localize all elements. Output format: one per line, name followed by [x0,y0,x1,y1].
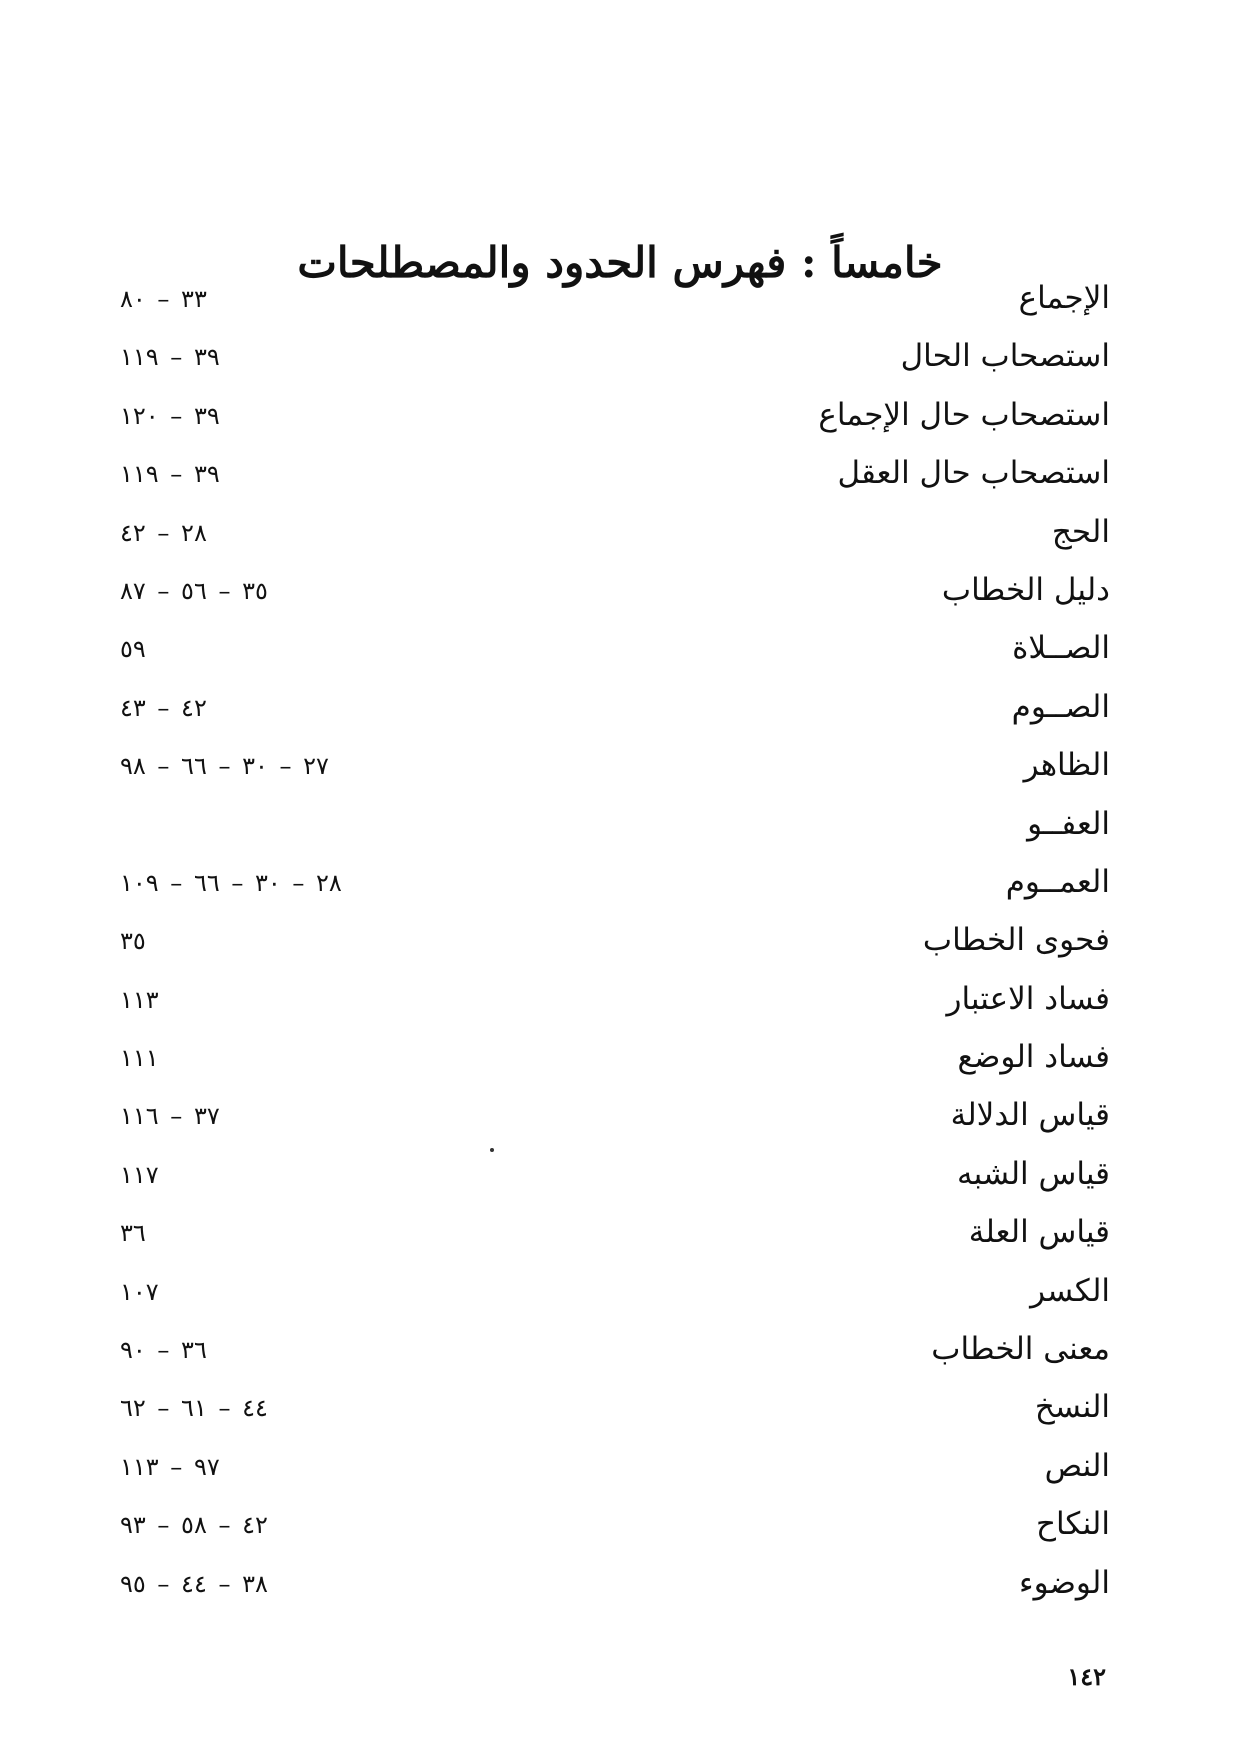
entry-term: النسخ [1034,1389,1110,1426]
entry-term: دليل الخطاب [941,571,1110,608]
entry-page-numbers: ١١٧ [120,1160,159,1189]
index-entry [120,798,1110,856]
page-number: ١٤٢ [1067,1662,1106,1691]
entry-page-numbers: ٣٥ – ٥٦ – ٨٧ [120,576,268,605]
index-entry [120,1557,1110,1615]
index-entry [120,1381,1110,1439]
scan-speck [490,1148,494,1152]
index-entry [120,506,1110,564]
entry-page-numbers: ٤٢ – ٤٣ [120,693,207,722]
entry-term: استصحاب حال العقل [837,455,1110,492]
index-entry [120,1031,1110,1089]
entry-term: الظاهر [1023,747,1110,784]
index-title: خامساً : فهرس الحدود والمصطلحات [297,238,943,288]
index-entry [120,330,1110,388]
entry-page-numbers: ٣٨ – ٤٤ – ٩٥ [120,1569,268,1598]
entry-page-numbers: ٤٢ – ٥٨ – ٩٣ [120,1511,268,1540]
entry-page-numbers: ٣٩ – ١٢٠ [120,401,220,430]
entry-term: فساد الاعتبار [946,980,1110,1017]
index-entry [120,622,1110,680]
entry-page-numbers: ٢٧ – ٣٠ – ٦٦ – ٩٨ [120,752,329,781]
entry-page-numbers: ٣٩ – ١١٩ [120,343,220,372]
entry-term: استصحاب الحال [900,338,1110,375]
index-entry [120,914,1110,972]
entry-term: الحج [1051,513,1110,550]
index-entry [120,1089,1110,1147]
entry-term: معنى الخطاب [931,1331,1110,1368]
entry-term: الإجماع [1018,280,1110,316]
entry-page-numbers: ٢٨ – ٣٠ – ٦٦ – ١٠٩ [120,868,342,897]
entry-term: النكاح [1036,1506,1110,1543]
entry-term: قياس الشبه [956,1155,1110,1192]
entry-term: استصحاب حال الإجماع [818,396,1110,433]
index-entry [120,564,1110,622]
index-entry [120,1265,1110,1323]
index-entry [120,681,1110,739]
index-entry [120,1498,1110,1556]
entry-term: قياس العلة [968,1214,1110,1251]
entry-page-numbers: ٩٧ – ١١٣ [120,1452,220,1481]
entry-page-numbers: ٣٣ – ٨٠ [120,285,207,313]
entry-page-numbers: ٣٩ – ١١٩ [120,460,220,489]
entry-term: فحوى الخطاب [922,922,1110,959]
index-entry [120,1323,1110,1381]
entry-term: قياس الدلالة [950,1097,1110,1134]
entry-term: النص [1044,1447,1110,1484]
entry-page-numbers: ٣٥ [120,927,146,956]
entry-page-numbers: ٣٦ – ٩٠ [120,1336,207,1365]
entry-term: فساد الوضع [957,1039,1110,1076]
index-entry [120,1148,1110,1206]
index-entry [120,973,1110,1031]
index-entry [120,447,1110,505]
entry-term: الصــوم [1011,688,1110,725]
entry-page-numbers: ٣٦ [120,1219,146,1248]
entry-page-numbers: ١١١ [120,1044,159,1073]
terms-index-list [120,272,1110,1615]
entry-term: الوضوء [1019,1564,1110,1601]
index-entry [120,856,1110,914]
entry-page-numbers: ١٠٧ [120,1277,159,1306]
entry-term: العفــو [1027,805,1110,842]
entry-term: العمــوم [1005,863,1110,900]
entry-term: الصــلاة [1012,630,1110,667]
index-entry [120,1440,1110,1498]
entry-page-numbers: ٥٩ [120,635,146,664]
entry-page-numbers: ١١٣ [120,985,159,1014]
index-entry [120,389,1110,447]
index-entry [120,739,1110,797]
entry-term: الكسر [1030,1272,1110,1309]
entry-page-numbers: ٣٧ – ١١٦ [120,1102,220,1131]
entry-page-numbers: ٢٨ – ٤٢ [120,518,207,547]
index-entry [120,1206,1110,1264]
entry-page-numbers: ٤٤ – ٦١ – ٦٢ [120,1394,268,1423]
index-entry [120,272,1110,330]
